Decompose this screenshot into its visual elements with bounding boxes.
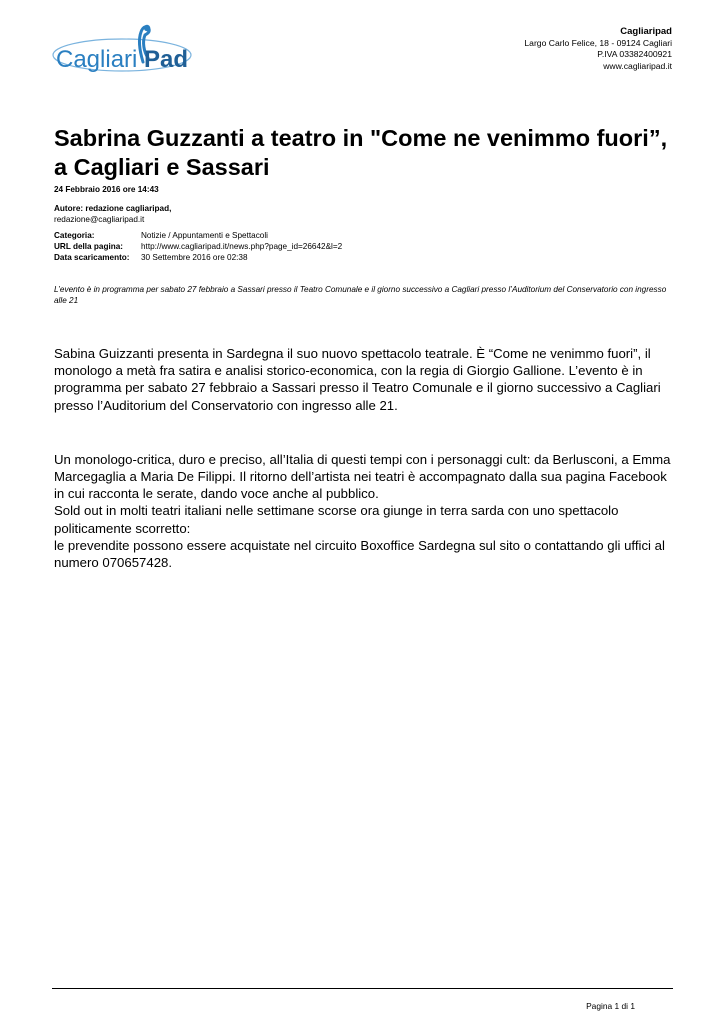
meta-row-url: [54, 242, 342, 253]
meta-row-category: [54, 231, 342, 242]
company-info: [524, 26, 672, 72]
company-website[interactable]: www.cagliaripad.it: [603, 60, 672, 71]
meta-key: Data scaricamento:: [54, 252, 130, 262]
article-meta: [54, 231, 342, 263]
paragraph: Sold out in molti teatri italiani nelle settimane scorse ora giunge in terra sarda con uno spettacolo politicamente scorretto:: [54, 503, 619, 536]
author-email[interactable]: redazione@cagliaripad.it: [54, 215, 145, 224]
flamingo-logo-icon: [52, 22, 192, 84]
logo-text-light: Cagliari: [56, 46, 138, 73]
paragraph: le prevendite possono essere acquistate nel circuito Boxoffice Sardegna sul sito o contattando gli uffici al numero 070657428.: [54, 537, 665, 571]
paragraph: Un monologo-critica, duro e preciso, all’Italia di questi tempi con i personaggi cult: da Berlusconi, a Emma Marcegaglia a Maria De Filippi. Il ritorno dell’artista nei teatri è accompagnato dalla sua pagina Facebook in cui racconta le serate, dando voce anche al pubblico.: [54, 451, 671, 502]
article-title: Sabrina Guzzanti a teatro in "Come ne venimmo fuori”, a Cagliari e Sassari: [54, 125, 668, 180]
company-vat: P.IVA 03382400921: [597, 49, 672, 60]
meta-row-download-date: [54, 253, 342, 264]
article-author: [54, 203, 171, 225]
meta-value-url[interactable]: http://www.cagliaripad.it/news.php?page_id=26642&l=2: [141, 241, 343, 251]
company-address: Largo Carlo Felice, 18 - 09124 Cagliari: [524, 37, 672, 48]
company-name: Cagliaripad: [620, 26, 672, 37]
author-label: Autore: redazione cagliaripad,: [54, 204, 172, 213]
paragraph: Sabina Guizzanti presenta in Sardegna il suo nuovo spettacolo teatrale. È “Come ne venimmo fuori”, il monologo a metà fra satira e analisi storico-economica, con la regia di Giorgio Gallione. L’evento è in programma per sabato 27 febbraio a Sassari presso il Teatro Comunale e il giorno successivo a Cagliari presso l’Auditorium del Conservatorio con ingresso alle 21.: [54, 346, 661, 413]
meta-key: Categoria:: [54, 231, 95, 240]
cagliaripad-logo: [52, 22, 192, 84]
footer-divider: [52, 988, 673, 989]
meta-value: Notizie / Appuntamenti e Spettacoli: [141, 231, 268, 240]
meta-value: 30 Settembre 2016 ore 02:38: [141, 252, 248, 262]
article-abstract: L’evento è in programma per sabato 27 febbraio a Sassari presso il Teatro Comunale e il giorno successivo a Cagliari presso l’Auditorium del Conservatorio con ingresso alle 21: [54, 285, 667, 305]
article-date: 24 Febbraio 2016 ore 14:43: [54, 185, 159, 194]
article-body: [54, 345, 672, 571]
logo-text-bold: Pad: [144, 46, 189, 73]
meta-key: URL della pagina:: [54, 241, 123, 251]
page-number: Pagina 1 di 1: [586, 1001, 635, 1011]
